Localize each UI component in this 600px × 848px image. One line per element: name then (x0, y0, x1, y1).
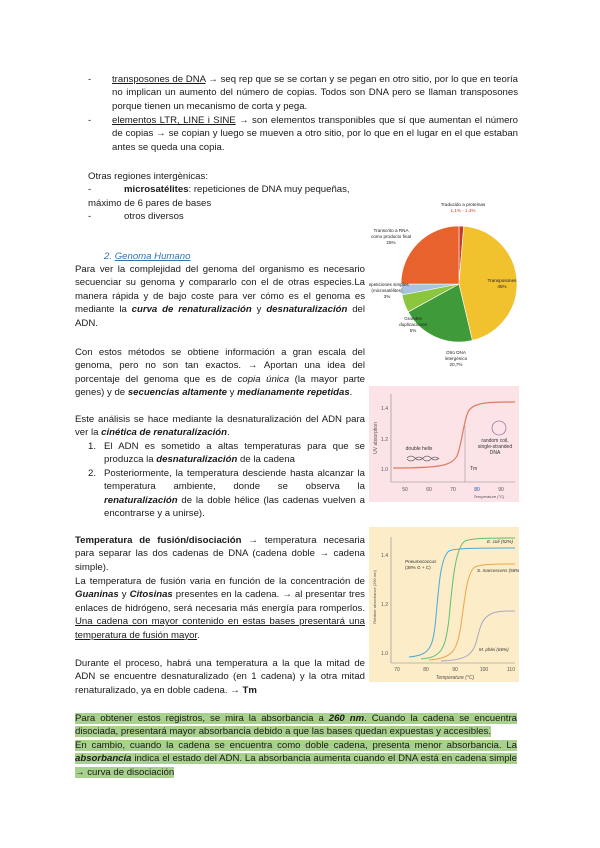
section-title: Genoma Humano (114, 251, 191, 262)
term-microsatelites: microsatélites (124, 184, 189, 196)
curve-ecoli (421, 538, 515, 659)
para-gc-content: La temperatura de fusión varia en función de la concentración de Guaninas y Citosinas presentes en la cadena. → al presentar tres enlaces de hidrógeno, será necesaria más energía para romperlos. Una cadena con mayor contenido en estas bases presentará una temperatura de fusión mayor. (75, 576, 365, 641)
bullet-text: transposones de DNA → seq rep que se se cortan y se pegan en otro sitio, por lo que en teoría no implican un aumento del número de copias. Todos son DNA pero se llaman transposones porque tienen un mecanismo de corta y pega. (112, 74, 519, 112)
section-heading (104, 250, 190, 263)
xtick: 100 (479, 667, 489, 673)
svg-text:1,1% - 1,4%: 1,1% - 1,4% (450, 208, 476, 213)
x-axis-label: Temperature (°C) (473, 494, 505, 499)
label-transposones: Transposones (487, 278, 517, 283)
ytick: 1.4 (381, 553, 388, 559)
label-mphlei: M. phlei (66%) (479, 647, 509, 652)
svg-text:DNA: DNA (489, 450, 501, 456)
label-otro: Otro DNA (446, 350, 466, 355)
ytick: 1.2 (381, 437, 388, 443)
steps-list (88, 440, 365, 520)
ytick: 1.0 (381, 651, 388, 657)
label-pneumococcus: Pneumococcus (405, 559, 437, 564)
xtick: 70 (450, 487, 456, 493)
other-regions-title: Otras regiones intergènicas: (88, 171, 208, 182)
svg-text:duplicaciones: duplicaciones (399, 322, 427, 327)
para-tm: Durante el proceso, habrá una temperatura a la que la mitad de ADN se encuentre desnaturalizado (en 1 cadena) y la otra mitad renaturalizado, ya en doble cadena. → Tm (75, 658, 365, 696)
svg-text:single-stranded: single-stranded (477, 444, 513, 450)
y-axis-label: Relative absorbance (260 nm) (372, 570, 377, 624)
svg-text:20,7%: 20,7% (449, 362, 463, 367)
label-transcrito: Transcrito a RNA (373, 228, 409, 233)
xtick: 90 (452, 667, 458, 673)
svg-text:45%: 45% (497, 284, 507, 289)
gc-figure (369, 527, 519, 682)
bullet-transposons (88, 73, 518, 113)
svg-text:3%: 3% (383, 294, 391, 299)
svg-text:(38% G + C): (38% G + C) (405, 565, 431, 570)
pie-chart (369, 196, 521, 372)
melting-curve (393, 402, 515, 468)
curve-smarcescens (429, 564, 515, 660)
xtick: 80 (474, 487, 480, 493)
xtick: 50 (402, 487, 408, 493)
svg-text:25%: 25% (386, 240, 396, 245)
xtick: 60 (426, 487, 432, 493)
label-smarcescens: S. marcescens (58%) (477, 568, 519, 573)
y-axis-label: UV absorption (373, 422, 379, 454)
xtick: 70 (394, 667, 400, 673)
xtick: 110 (507, 667, 515, 673)
ytick: 1.2 (381, 602, 388, 608)
tm-label: Tm (470, 466, 478, 472)
xtick: 90 (498, 487, 504, 493)
curve-mphlei (441, 611, 515, 661)
bullet-ltr-line-sine (88, 114, 518, 154)
pie-figure (369, 196, 521, 372)
label-grandes: Grandes (404, 316, 422, 321)
term-transposones: transposones de DNA (112, 74, 206, 85)
label-repeticiones: Repeticiones simples (369, 282, 409, 287)
highlight-block: Para obtener estos registros, se mira la absorbancia a 260 nm. Cuando la cadena se encuentra disociada, presentará mayor absorbancia debido a que las bases quedan expuestas y accesibles. En cambio, cuando la cadena se encuentra como doble cadena, presenta menor absorbancia. La absorbancia indica el estado del ADN. La absorbancia aumenta cuando el DNA está en cadena simple → curva de disociación (75, 713, 517, 778)
label-traducido: Traducido a proteínas (440, 202, 486, 207)
x-axis-label: Temperature (°C) (435, 675, 475, 681)
svg-text:(microsatélites): (microsatélites) (371, 288, 403, 293)
svg-text:intergénico: intergénico (444, 356, 468, 361)
xtick: 80 (423, 667, 429, 673)
term-ltr: elementos LTR, LINE i SINE (112, 115, 236, 126)
gc-chart (369, 527, 519, 682)
para-analysis: Este análisis se hace mediante la desnaturalización del ADN para ver la cinética de renaturalización. (75, 414, 365, 439)
random-coil-icon (492, 421, 506, 435)
melting-figure (369, 386, 519, 502)
double-helix-label: double helix (405, 446, 433, 452)
label-ecoli: E. coli (52%) (487, 539, 514, 544)
para-complexity: Para ver la complejidad del genoma del organismo es necesario secuenciar su genoma y compararlo con el de otras especies.La manera rápida y de bajo coste para ver cómo es el genoma es mediante la curva de renaturalización y desnaturalización del ADN. (75, 264, 366, 329)
ytick: 1.0 (381, 467, 388, 473)
random-coil-label: random coil, (481, 438, 509, 444)
other-regions: Otras regiones intergènicas: - microsatélites: repeticiones de DNA muy pequeñas, máximo de 6 pares de bases - otros diversos (88, 170, 368, 224)
bullet-dash: - (88, 74, 92, 85)
step-1: 1. El ADN es sometido a altas temperaturas para que se produzca la desnaturalización de la cadena (88, 441, 365, 466)
ytick: 1.4 (381, 406, 388, 412)
svg-text:como producto final: como producto final (370, 234, 412, 239)
bullet-dash: - (88, 115, 92, 126)
section-number: 2. (104, 251, 113, 262)
melting-chart (369, 386, 519, 502)
step-2: 2. Posteriormente, la temperatura desciende hasta alcanzar la temperatura ambiente, donde se observa la renaturalización de la doble hélice (las cadenas vuelven a encontrarse y a unirse). (88, 467, 365, 520)
para-methods: Con estos métodos se obtiene información a gran escala del genoma, pero no son tan exactos. → Aportan una idea del porcentaje del genoma que es de copia única (la mayor parte genes) y de secuencias altamente y medianamente repetidas. (75, 347, 365, 399)
bullet-text: elementos LTR, LINE i SINE → son elementos transponibles que sí que aumentan el número de copias → se copian y luego se mueven a otro sitio, por lo que en el lugar en el que estaban antes se queda una copia. (112, 115, 518, 153)
svg-text:5%: 5% (409, 328, 417, 333)
para-melting-temp: Temperatura de fusión/disociación → temperatura necesaria para separar las dos cadenas de DNA (cadena doble → cadena simple). (75, 535, 365, 573)
